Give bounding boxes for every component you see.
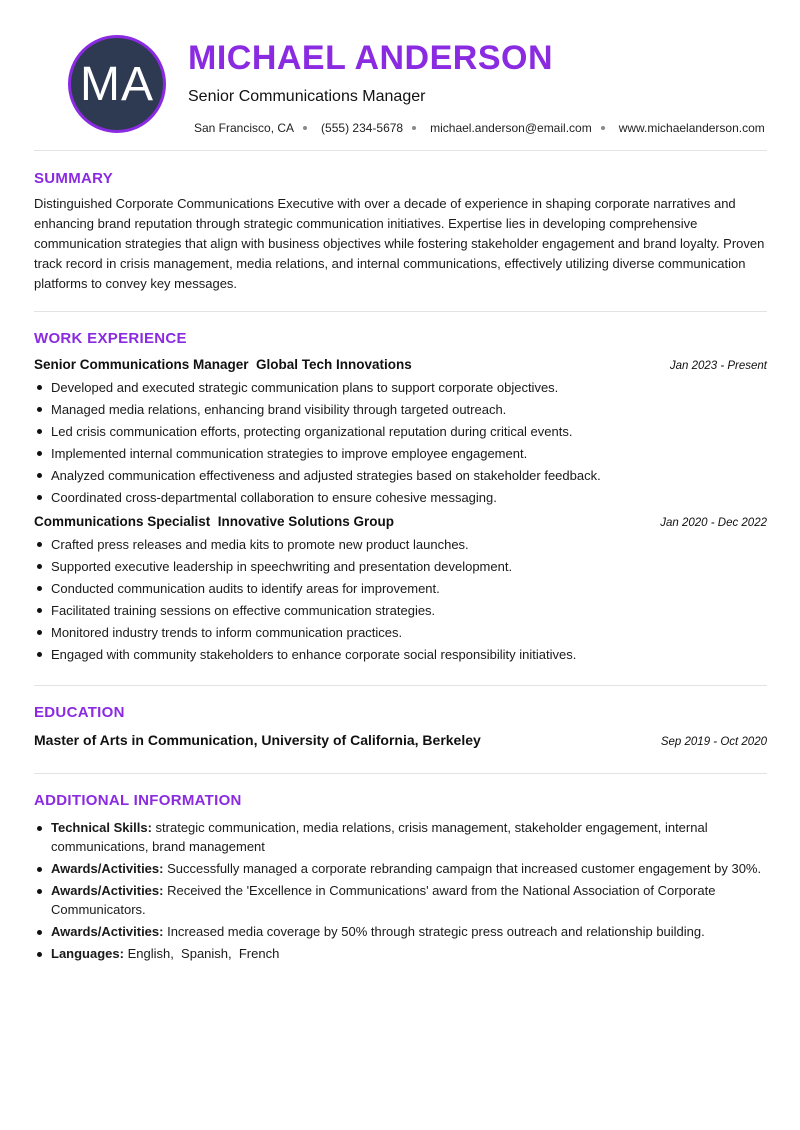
- summary-heading: SUMMARY: [34, 170, 114, 187]
- info-label: Technical Skills:: [51, 820, 152, 835]
- list-item: [34, 944, 767, 963]
- separator-dot-icon: [412, 126, 416, 130]
- list-item: Led crisis communication efforts, protecting organizational reputation during critical events.: [34, 423, 767, 440]
- job-entry: [34, 514, 767, 663]
- list-item: Facilitated training sessions on effective communication strategies.: [34, 602, 767, 619]
- job-date: Jan 2023 - Present: [669, 360, 767, 372]
- summary-text: Distinguished Corporate Communications Executive with over a decade of experience in shaping corporate narratives and enhancing brand reputation through strategic communication initiatives. Expertise lies in developing comprehensive communication strategies that align with business objectives while fostering stakeholder engagement and brand loyalty. Proven track record in crisis management, media relations, and internal communications, effectively utilizing diverse communication platforms to convey key messages.: [34, 196, 765, 291]
- list-item: [34, 818, 767, 856]
- additional-information-list: [34, 818, 767, 963]
- work-experience-heading: WORK EXPERIENCE: [34, 330, 187, 347]
- contact-phone: (555) 234-5678: [321, 121, 404, 135]
- job-entry: [34, 357, 767, 506]
- additional-information-section: [34, 774, 767, 963]
- list-item: Managed media relations, enhancing brand visibility through targeted outreach.: [34, 401, 767, 418]
- job-bullets: [34, 379, 767, 506]
- additional-information-heading: ADDITIONAL INFORMATION: [34, 792, 242, 809]
- list-item: [34, 922, 767, 941]
- list-item: Analyzed communication effectiveness and adjusted strategies based on stakeholder feedback.: [34, 467, 767, 484]
- info-text: Increased media coverage by 50% through strategic press outreach and relationship building.: [163, 924, 705, 939]
- list-item: Implemented internal communication strategies to improve employee engagement.: [34, 445, 767, 462]
- info-text: strategic communication, media relations, crisis management, stakeholder engagement, internal communications, brand management: [51, 820, 708, 854]
- separator-dot-icon: [303, 126, 307, 130]
- education-section: [34, 686, 767, 773]
- job-header: [34, 514, 767, 529]
- contact-website[interactable]: www.michaelanderson.com: [618, 121, 765, 135]
- list-item: Crafted press releases and media kits to promote new product launches.: [34, 536, 767, 553]
- info-label: Awards/Activities:: [51, 883, 164, 898]
- info-text: Received the 'Excellence in Communications' award from the National Association of Corporate Communicators.: [51, 883, 716, 917]
- work-experience-section: [34, 312, 767, 685]
- candidate-name: MICHAEL ANDERSON: [188, 39, 554, 77]
- avatar: MA: [68, 35, 166, 133]
- list-item: [34, 859, 767, 878]
- degree-title: Master of Arts in Communication, University of California, Berkeley: [34, 732, 481, 748]
- list-item: Engaged with community stakeholders to enhance corporate social responsibility initiatives.: [34, 646, 767, 663]
- list-item: Monitored industry trends to inform communication practices.: [34, 624, 767, 641]
- contact-email[interactable]: michael.anderson@email.com: [430, 121, 592, 135]
- contact-line: [194, 121, 765, 135]
- job-date: Jan 2020 - Dec 2022: [660, 517, 767, 529]
- contact-location: San Francisco, CA: [194, 121, 295, 135]
- list-item: Developed and executed strategic communication plans to support corporate objectives.: [34, 379, 767, 396]
- education-date: Sep 2019 - Oct 2020: [660, 736, 767, 748]
- info-text: Successfully managed a corporate rebranding campaign that increased customer engagement by 30%.: [163, 861, 762, 876]
- list-item: [34, 881, 767, 919]
- info-label: Awards/Activities:: [51, 861, 164, 876]
- summary-section: [34, 151, 767, 311]
- info-label: Awards/Activities:: [51, 924, 164, 939]
- list-item: Supported executive leadership in speechwriting and presentation development.: [34, 558, 767, 575]
- job-title: Senior Communications Manager Global Tech Innovations: [34, 357, 412, 372]
- list-item: Coordinated cross-departmental collaboration to ensure cohesive messaging.: [34, 489, 767, 506]
- candidate-title: Senior Communications Manager: [188, 88, 426, 105]
- info-label: Languages:: [51, 946, 124, 961]
- separator-dot-icon: [601, 126, 605, 130]
- job-header: [34, 357, 767, 372]
- job-title: Communications Specialist Innovative Solutions Group: [34, 514, 395, 529]
- resume-header: [34, 0, 767, 150]
- info-text: English, Spanish, French: [123, 946, 280, 961]
- education-entry: [34, 732, 767, 748]
- list-item: Conducted communication audits to identify areas for improvement.: [34, 580, 767, 597]
- job-bullets: [34, 536, 767, 663]
- education-heading: EDUCATION: [34, 704, 125, 721]
